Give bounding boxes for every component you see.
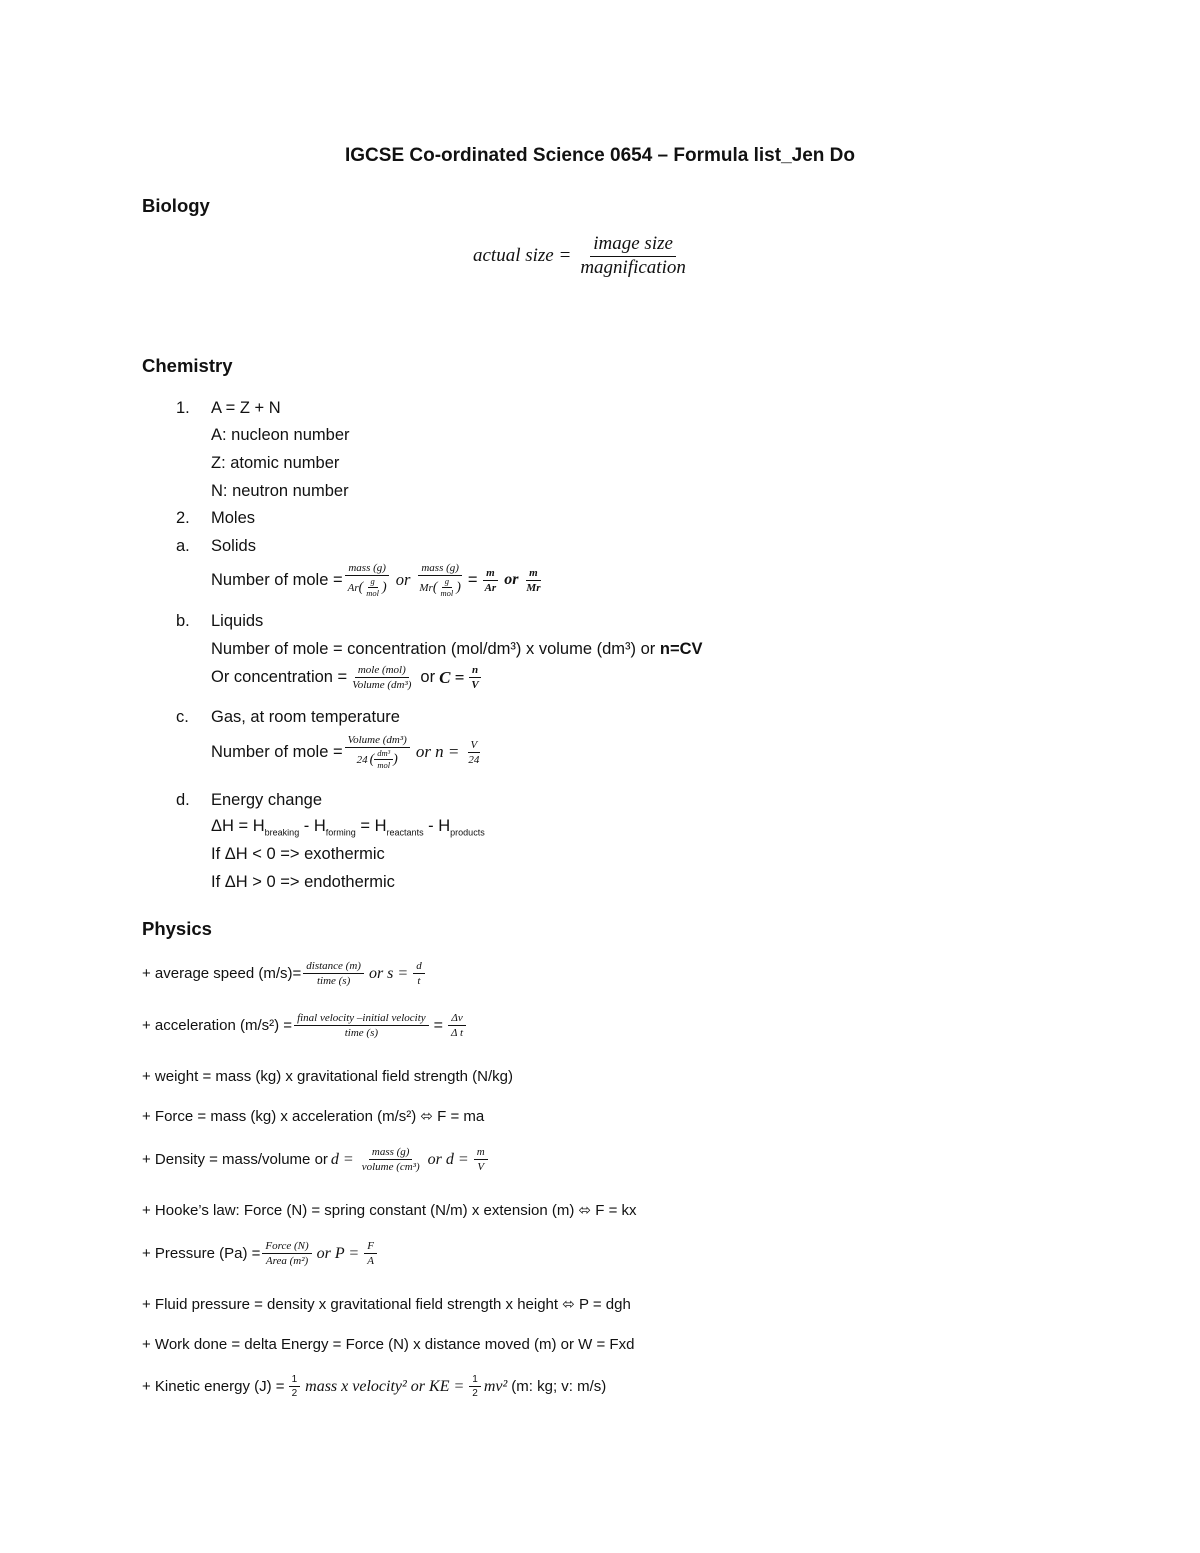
solids-or-2: or bbox=[504, 571, 519, 589]
sub-breaking: breaking bbox=[264, 827, 300, 838]
solids-frac-1-num: mass (g) bbox=[345, 562, 389, 576]
sub-products: products bbox=[450, 827, 485, 838]
fluid-pressure: + Fluid pressure = density x gravitational field strength x height ⬄ P = dgh bbox=[142, 1296, 631, 1313]
mol-den-3: mol bbox=[377, 760, 391, 771]
solids-frac-2-num: mass (g) bbox=[418, 562, 462, 576]
speed-prefix: + average speed (m/s)= bbox=[142, 965, 302, 983]
speed-num: distance (m) bbox=[303, 960, 364, 974]
ncv-formula: n=CV bbox=[659, 640, 703, 658]
solids-label: Solids bbox=[211, 537, 256, 555]
density-fraction bbox=[359, 1146, 423, 1173]
density-formula bbox=[142, 1146, 490, 1173]
biology-numerator: image size bbox=[590, 234, 676, 257]
acc-dt: Δ t bbox=[451, 1027, 464, 1040]
liquids-label: Liquids bbox=[211, 612, 264, 630]
acc-prefix: + acceleration (m/s²) = bbox=[142, 1017, 293, 1035]
weight-formula: + weight = mass (kg) x gravitational field strength (N/kg) bbox=[142, 1068, 513, 1085]
page-title: IGCSE Co-ordinated Science 0654 – Formula list_Jen Do bbox=[345, 145, 855, 166]
physics-heading: Physics bbox=[142, 918, 212, 939]
enthalpy-equation bbox=[211, 817, 485, 837]
biology-formula bbox=[473, 234, 691, 279]
density-v: V bbox=[477, 1161, 485, 1174]
gas-v-fraction bbox=[465, 739, 482, 766]
solids-frac-1-den: Ar ( $\frac{g}{\text{mol}}$ ) bbox=[347, 576, 387, 599]
c-fraction bbox=[468, 664, 481, 691]
c-equals: C = bbox=[439, 667, 465, 687]
biology-heading: Biology bbox=[142, 195, 210, 216]
g-num: g bbox=[368, 577, 378, 588]
ke-units: (m: kg; v: m/s) bbox=[511, 1378, 607, 1395]
concentration-fraction bbox=[349, 664, 414, 691]
dh-part-a: ΔH = H bbox=[211, 817, 265, 835]
hooke-law: + Hooke’s law: Force (N) = spring constant (N/m) x extension (m) ⬄ F = kx bbox=[142, 1202, 637, 1219]
speed-d: d bbox=[413, 960, 425, 974]
chemistry-heading: Chemistry bbox=[142, 355, 233, 376]
solids-frac-3-num: m bbox=[483, 567, 498, 581]
density-m: m bbox=[474, 1146, 488, 1160]
acc-delta-fraction bbox=[448, 1012, 466, 1039]
dh-part-d: - H bbox=[423, 817, 451, 835]
sub-forming: forming bbox=[325, 827, 356, 838]
solids-frac-3-den: Ar bbox=[484, 581, 497, 594]
mol-den: mol bbox=[366, 588, 380, 599]
ar-text: Ar bbox=[347, 581, 359, 594]
pressure-short-fraction bbox=[364, 1240, 377, 1267]
list-number-2: 2. bbox=[176, 509, 190, 527]
g-per-mol bbox=[363, 577, 382, 599]
solids-frac-4-den: Mr bbox=[526, 581, 541, 594]
solids-frac-2 bbox=[416, 562, 464, 599]
energy-label: Energy change bbox=[211, 791, 322, 809]
list-letter-c: c. bbox=[176, 708, 189, 726]
density-prefix: + Density = mass/volume or bbox=[142, 1151, 328, 1169]
ke-half-1 bbox=[289, 1374, 301, 1399]
c-fraction-den: V bbox=[471, 679, 479, 692]
list-letter-a: a. bbox=[176, 537, 190, 555]
g-per-mol-2 bbox=[438, 577, 457, 599]
moles-label: Moles bbox=[211, 509, 256, 527]
dh-part-c: = H bbox=[355, 817, 387, 835]
liquids-formula-2 bbox=[211, 664, 484, 691]
biology-fraction bbox=[577, 234, 689, 279]
solids-frac-1 bbox=[345, 562, 390, 599]
acc-equals: = bbox=[433, 1016, 444, 1034]
speed-short-fraction bbox=[413, 960, 425, 987]
ke-half-2 bbox=[469, 1374, 481, 1399]
mol-den-2: mol bbox=[440, 588, 454, 599]
density-num: mass (g) bbox=[369, 1146, 413, 1160]
gas-fraction-num: Volume (dm³) bbox=[345, 734, 410, 748]
exothermic-rule: If ΔH < 0 => exothermic bbox=[211, 845, 385, 863]
pressure-a: A bbox=[367, 1255, 374, 1268]
speed-fraction bbox=[303, 960, 364, 987]
mr-text: Mr bbox=[419, 581, 433, 594]
gas-fraction bbox=[345, 734, 410, 771]
pressure-fraction bbox=[262, 1240, 311, 1267]
force-formula: + Force = mass (kg) x acceleration (m/s²) ⬄ F = ma bbox=[142, 1108, 485, 1125]
density-or: or d = bbox=[427, 1150, 469, 1168]
liquids-or: or bbox=[420, 668, 436, 687]
pressure-num: Force (N) bbox=[262, 1240, 311, 1254]
endothermic-rule: If ΔH > 0 => endothermic bbox=[211, 873, 395, 891]
solids-prefix: Number of mole = bbox=[211, 570, 343, 589]
pressure-prefix: + Pressure (Pa) = bbox=[142, 1245, 261, 1263]
list-letter-d: d. bbox=[176, 791, 190, 809]
liquids-formula-1 bbox=[211, 640, 703, 659]
solids-frac-3 bbox=[482, 567, 500, 594]
pressure-f: F bbox=[364, 1240, 377, 1254]
gas-v-den: 24 bbox=[468, 753, 480, 766]
acc-den: time (s) bbox=[344, 1027, 379, 1040]
atomic-def: Z: atomic number bbox=[211, 454, 340, 472]
ke-half-1-num: 1 bbox=[289, 1374, 301, 1387]
list-number-1: 1. bbox=[176, 399, 190, 417]
speed-t: t bbox=[417, 975, 421, 988]
solids-or-1: or bbox=[395, 570, 411, 590]
gas-v-num: V bbox=[468, 739, 481, 753]
speed-formula bbox=[142, 960, 427, 987]
ke-half-2-num: 1 bbox=[469, 1374, 481, 1387]
concentration-num: mole (mol) bbox=[355, 664, 409, 678]
solids-formula bbox=[211, 562, 545, 599]
work-done: + Work done = delta Energy = Force (N) x distance moved (m) or W = Fxd bbox=[142, 1336, 635, 1353]
nucleon-equation: A = Z + N bbox=[211, 399, 281, 417]
solids-frac-4-num: m bbox=[526, 567, 541, 581]
dh-part-b: - H bbox=[299, 817, 326, 835]
concentration-den: Volume (dm³) bbox=[352, 679, 412, 692]
acc-dv: Δv bbox=[448, 1012, 465, 1026]
speed-den: time (s) bbox=[316, 975, 351, 988]
nucleon-def: A: nucleon number bbox=[211, 426, 350, 444]
density-short-fraction bbox=[474, 1146, 488, 1173]
dm3-num: dm³ bbox=[374, 749, 393, 760]
density-d-equals: d = bbox=[330, 1150, 354, 1168]
acceleration-formula bbox=[142, 1012, 468, 1039]
biology-lhs: actual size = bbox=[473, 245, 572, 267]
acc-fraction bbox=[294, 1012, 429, 1039]
ke-half-2-den: 2 bbox=[472, 1388, 478, 1399]
gas-label: Gas, at room temperature bbox=[211, 708, 400, 726]
neutron-def: N: neutron number bbox=[211, 482, 349, 500]
gas-formula bbox=[211, 734, 484, 771]
solids-frac-2-den: Mr ( $\frac{g}{\text{mol}}$ ) bbox=[419, 576, 461, 599]
solids-frac-4 bbox=[523, 567, 543, 594]
ke-half-1-den: 2 bbox=[291, 1388, 298, 1399]
g-num-2: g bbox=[442, 577, 452, 588]
pressure-den: Area (m²) bbox=[265, 1255, 309, 1268]
c-fraction-num: n bbox=[469, 664, 481, 678]
density-den: volume (cm³) bbox=[361, 1161, 420, 1174]
solids-equals: = bbox=[467, 570, 478, 589]
kinetic-energy-formula bbox=[142, 1374, 606, 1399]
gas-or-n: or n = bbox=[415, 742, 460, 762]
sub-reactants: reactants bbox=[386, 827, 424, 838]
or-concentration-label: Or concentration = bbox=[211, 668, 348, 687]
biology-denominator: magnification bbox=[580, 256, 686, 278]
pressure-formula bbox=[142, 1240, 379, 1267]
gas-fraction-den: 24 ( $\frac{\text{dm³}}{\text{mol}}$ ) bbox=[356, 748, 398, 771]
ke-prefix: + Kinetic energy (J) = bbox=[142, 1378, 285, 1395]
ke-middle: mass x velocity² or KE = bbox=[305, 1377, 465, 1395]
list-letter-b: b. bbox=[176, 612, 190, 630]
dm3-per-mol bbox=[374, 749, 393, 771]
acc-num: final velocity –initial velocity bbox=[294, 1012, 429, 1026]
pressure-or: or P = bbox=[316, 1244, 360, 1262]
liquids-line-1: Number of mole = concentration (mol/dm³) x volume (dm³) or bbox=[211, 640, 656, 658]
gas-24: 24 bbox=[356, 753, 368, 766]
ke-mv2: mv² bbox=[483, 1377, 508, 1395]
gas-prefix: Number of mole = bbox=[211, 742, 343, 761]
speed-or: or s = bbox=[368, 964, 409, 982]
